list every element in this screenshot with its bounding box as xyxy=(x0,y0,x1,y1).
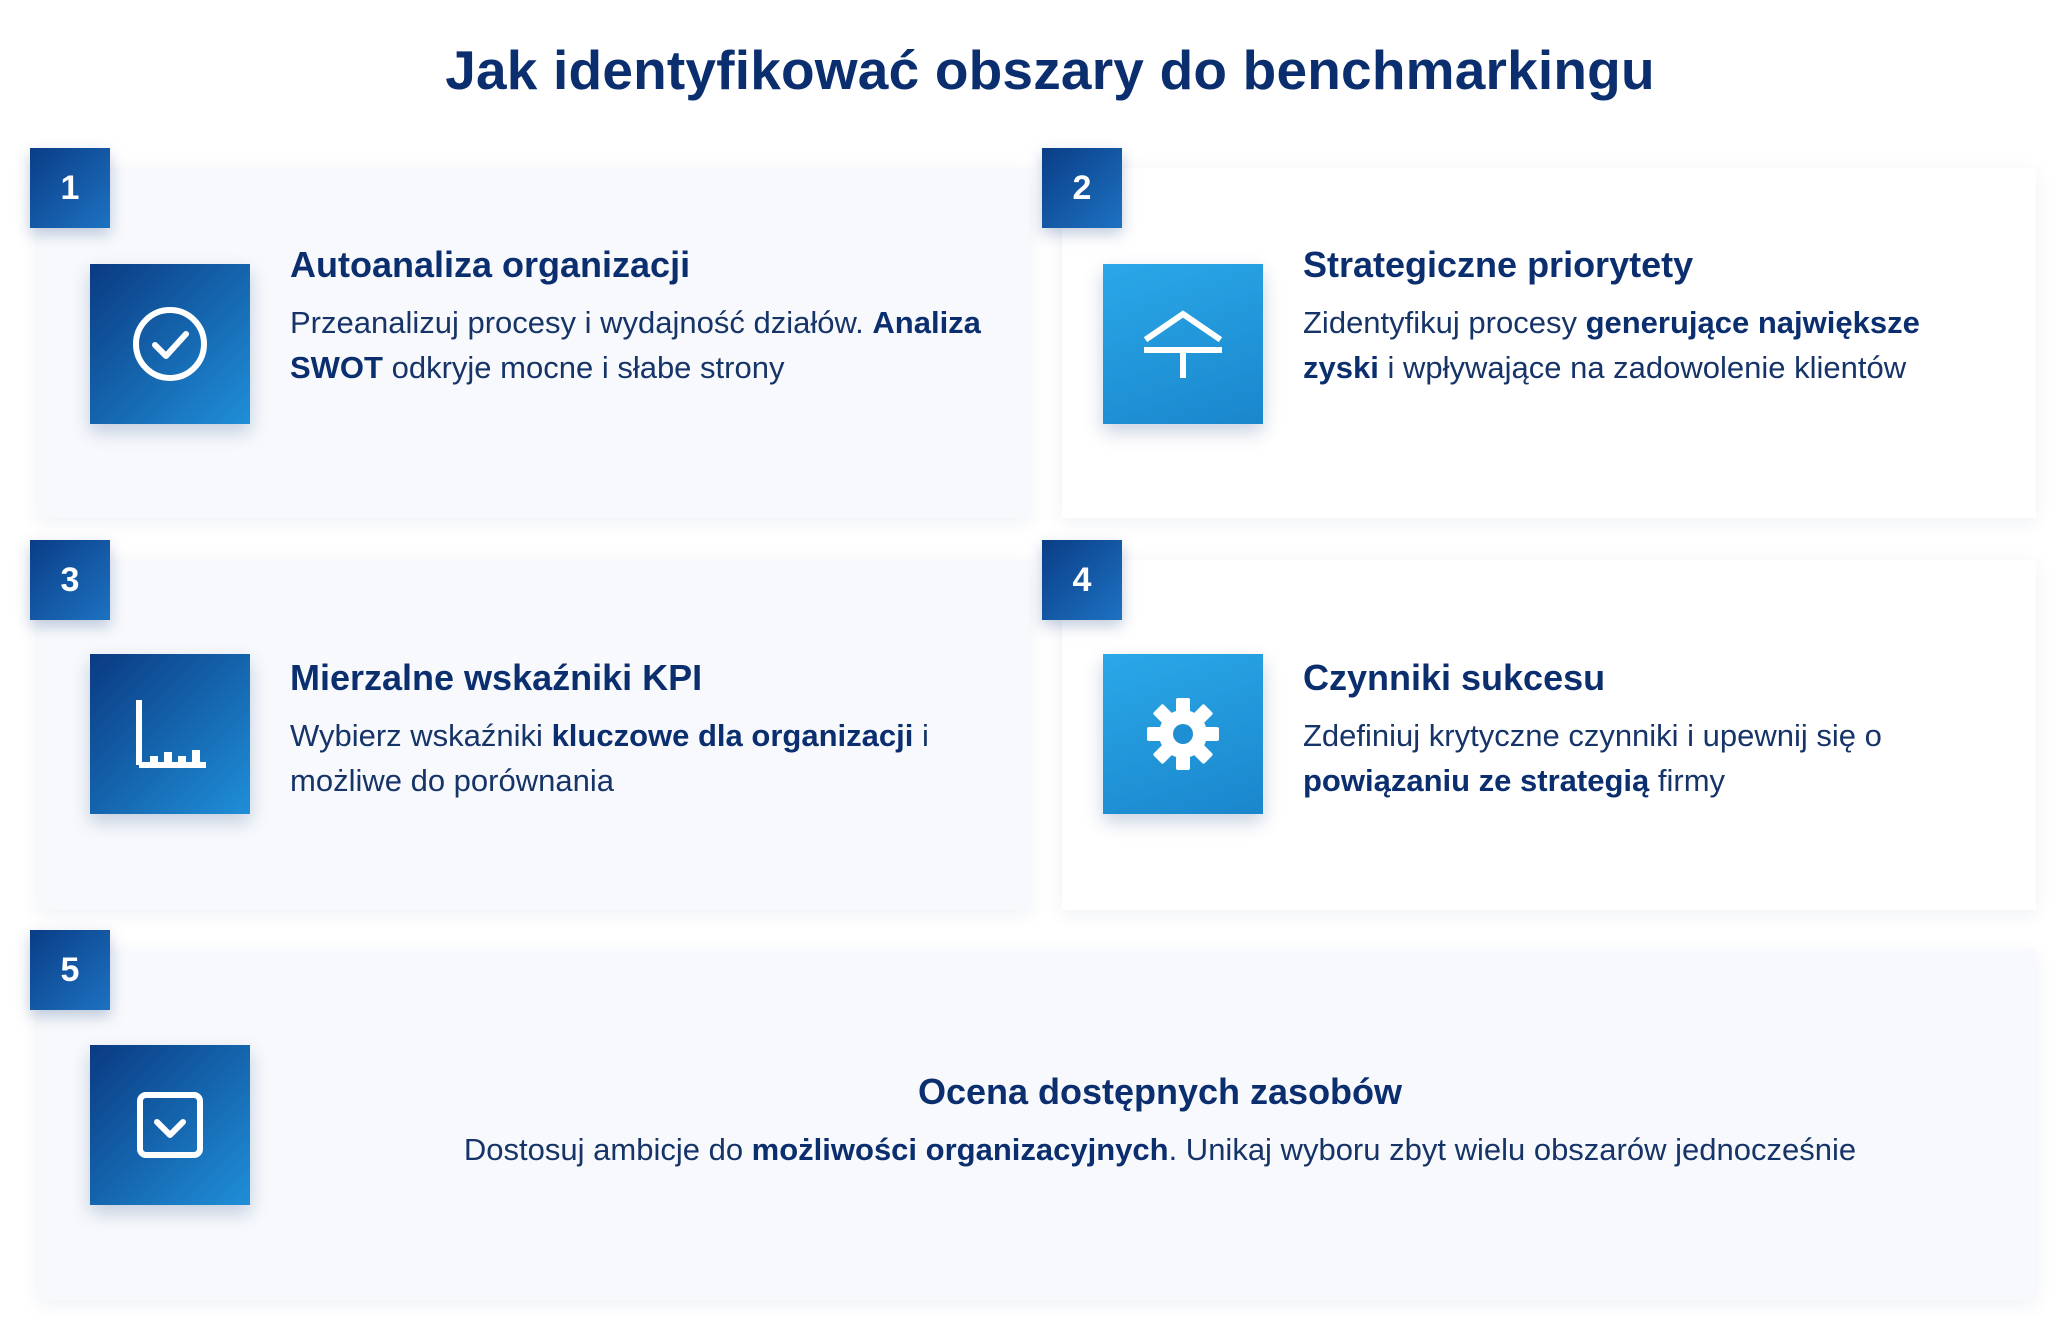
card-text xyxy=(1303,244,2003,390)
card-text xyxy=(290,657,1010,803)
card-heading: Autoanaliza organizacji xyxy=(290,244,691,285)
page-title: Jak identyfikować obszary do benchmarkingu xyxy=(445,39,1655,101)
check-circle-icon xyxy=(90,264,250,424)
card-text xyxy=(300,1071,2020,1172)
card-description: Wybierz wskaźniki kluczowe dla organizacji i możliwe do porównania xyxy=(290,718,929,798)
roof-target-icon xyxy=(1103,264,1263,424)
step-number-badge: 4 xyxy=(1042,540,1122,620)
card-heading: Mierzalne wskaźniki KPI xyxy=(290,657,703,698)
card-heading: Strategiczne priorytety xyxy=(1303,244,1694,285)
card-heading: Czynniki sukcesu xyxy=(1303,657,1606,698)
card-description: Zidentyfikuj procesy generujące największe zyski i wpływające na zadowolenie klientów xyxy=(1303,305,1920,385)
card-text xyxy=(290,244,1010,390)
step-number-badge: 1 xyxy=(30,148,110,228)
step-number-badge: 3 xyxy=(30,540,110,620)
step-number-badge: 5 xyxy=(30,930,110,1010)
card-description: Dostosuj ambicje do możliwości organizacyjnych. Unikaj wyboru zbyt wielu obszarów jednocześnie xyxy=(463,1132,1857,1167)
card-text xyxy=(1303,657,2023,803)
step-number-badge: 2 xyxy=(1042,148,1122,228)
card-heading: Ocena dostępnych zasobów xyxy=(917,1071,1403,1112)
card-description: Przeanalizuj procesy i wydajność działów. Analiza SWOT odkryje mocne i słabe strony xyxy=(290,305,981,385)
checkbox-icon xyxy=(90,1045,250,1205)
bar-chart-icon xyxy=(90,654,250,814)
gear-icon xyxy=(1103,654,1263,814)
card-description: Zdefiniuj krytyczne czynniki i upewnij się o powiązaniu ze strategią firmy xyxy=(1303,718,1882,798)
